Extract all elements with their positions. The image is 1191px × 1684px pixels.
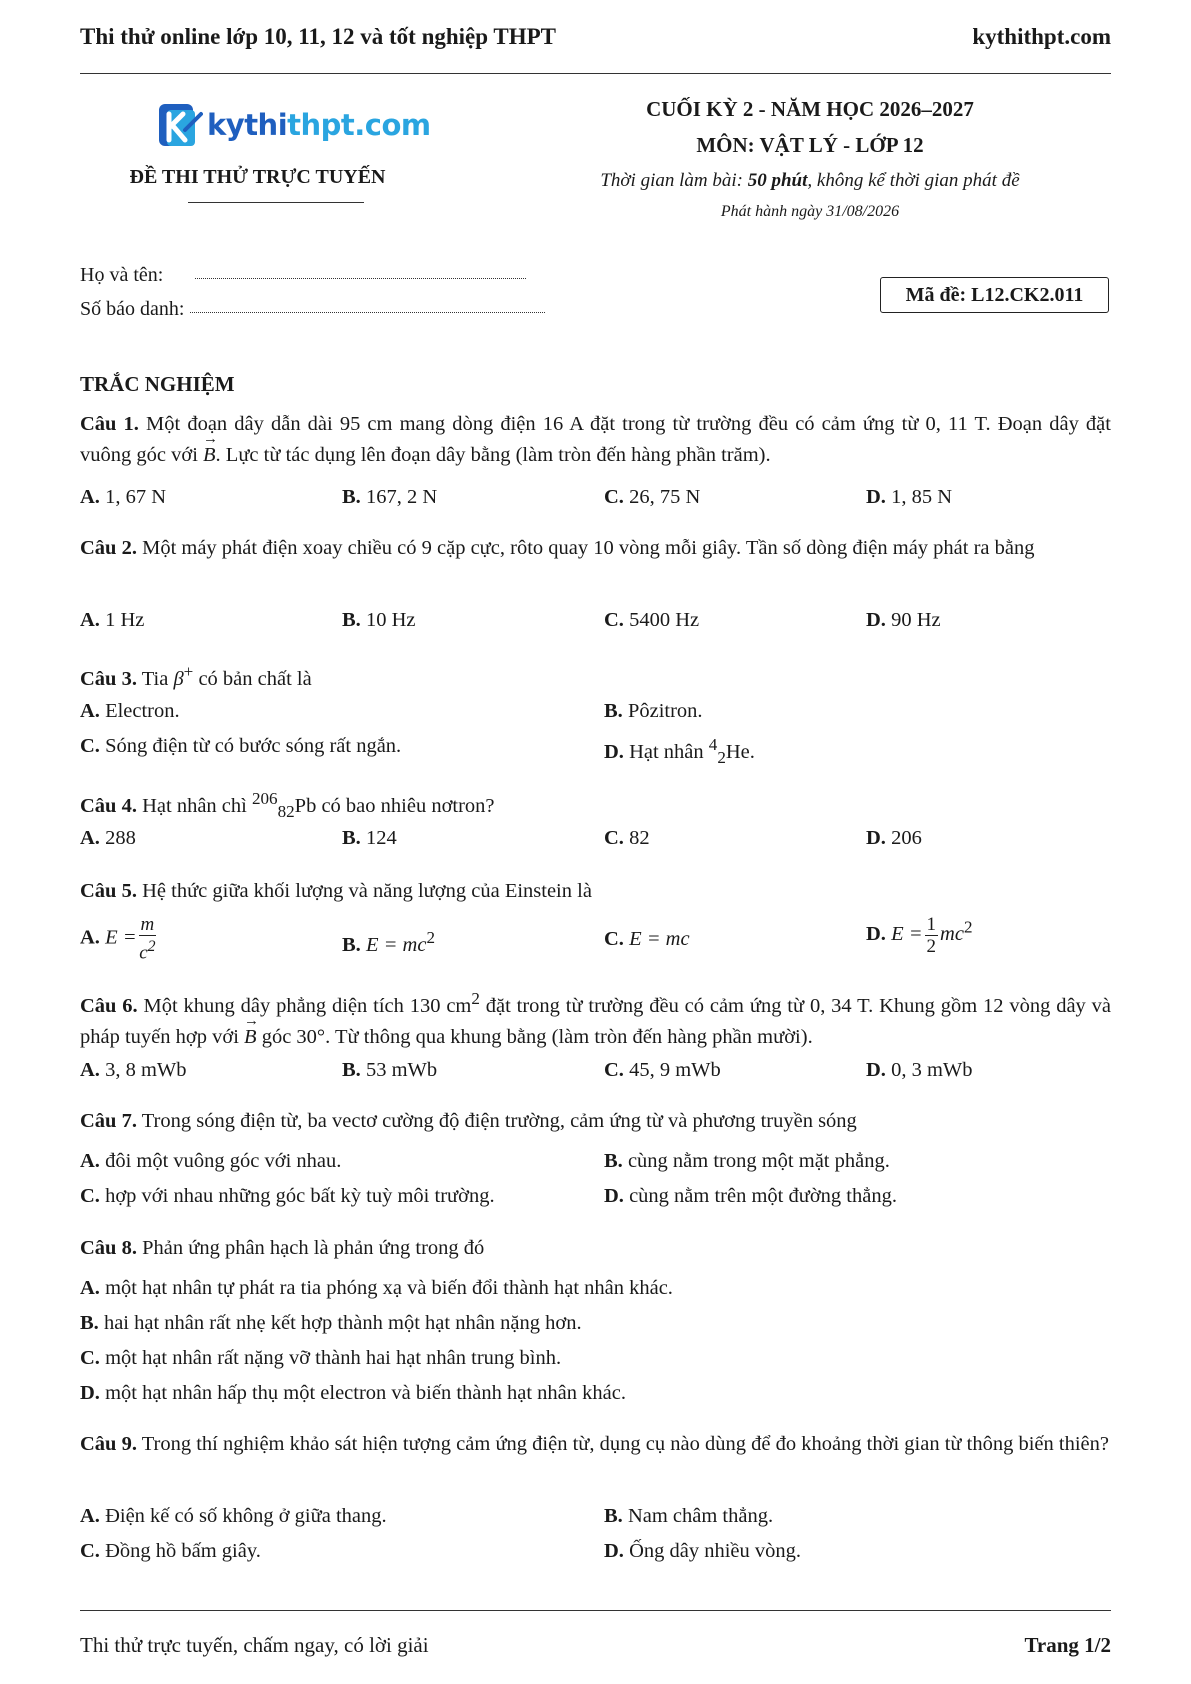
q1-option-a[interactable]: [80, 486, 166, 509]
question-4: [80, 783, 1111, 827]
q3-option-d[interactable]: [604, 735, 755, 768]
question-6: [80, 983, 1111, 1053]
name-field[interactable]: [80, 264, 526, 287]
option-letter: A.: [80, 609, 100, 631]
logo-part1: kythi: [207, 108, 288, 142]
exponent: 2: [963, 917, 973, 937]
option-letter: C.: [604, 928, 624, 950]
exam-type: ĐỀ THI THỬ TRỰC TUYẾN: [129, 166, 386, 188]
q5-option-a[interactable]: [80, 914, 158, 963]
q8-option-b[interactable]: [80, 1312, 582, 1335]
question-text: Trong thí nghiệm khảo sát hiện tượng cảm ứng điện từ, dụng cụ nào dùng để đo khoảng thời gian từ thông biến thiên?: [136, 1433, 1109, 1455]
option-letter: B.: [342, 609, 361, 631]
option-letter: C.: [80, 1347, 100, 1369]
q2-option-b[interactable]: [342, 609, 415, 632]
q9-option-a[interactable]: [80, 1505, 387, 1528]
element-symbol: He.: [725, 740, 755, 763]
formula-lhs: E =: [105, 926, 137, 949]
question-3: [80, 656, 1111, 695]
question-text: Tia: [136, 667, 174, 690]
option-letter: A.: [80, 1059, 100, 1081]
option-text: 206: [891, 827, 922, 849]
mass-number: 4: [708, 735, 718, 754]
option-text: Nam châm thẳng.: [627, 1505, 774, 1527]
question-1: [80, 409, 1111, 471]
fraction-denominator: 2: [926, 936, 937, 957]
q3-option-c[interactable]: [80, 735, 401, 758]
option-text: một hạt nhân tự phát ra tia phóng xạ và biến đổi thành hạt nhân khác.: [105, 1277, 673, 1299]
option-text: hợp với nhau những góc bất kỳ tuỳ môi trường.: [105, 1185, 495, 1207]
question-7: [80, 1106, 1111, 1137]
question-number: Câu 9.: [80, 1433, 137, 1455]
q1-option-c[interactable]: [604, 486, 700, 509]
option-text: 53 mWb: [365, 1059, 438, 1081]
option-text: 10 Hz: [365, 609, 416, 631]
q7-option-b[interactable]: [604, 1150, 890, 1173]
page-header: [80, 22, 1111, 52]
option-text: 90 Hz: [891, 609, 941, 631]
element-symbol: Pb: [294, 794, 317, 817]
question-text: Trong sóng điện từ, ba vectơ cường độ điện trường, cảm ứng từ và phương truyền sóng: [136, 1110, 857, 1132]
option-text: 1, 67 N: [105, 486, 166, 508]
option-text: 82: [629, 827, 650, 849]
option-letter: B.: [80, 1312, 99, 1334]
question-text: góc 30°. Từ thông qua khung bằng (làm tròn đến hàng phần mười).: [256, 1025, 813, 1048]
header-site-link[interactable]: kythithpt.com: [972, 24, 1111, 49]
q4-option-a[interactable]: [80, 827, 136, 850]
option-text: đôi một vuông góc với nhau.: [105, 1150, 342, 1172]
option-text: cùng nằm trên một đường thẳng.: [629, 1185, 897, 1207]
exponent: 2: [426, 928, 435, 947]
fraction: [139, 914, 157, 963]
question-text: Một khung dây phẳng diện tích 130 cm: [137, 994, 472, 1017]
footer-left-text: Thi thử trực tuyến, chấm ngay, có lời giải: [80, 1633, 429, 1657]
option-text: hai hạt nhân rất nhẹ kết hợp thành một hạt nhân nặng hơn.: [103, 1312, 582, 1334]
footer-divider: [80, 1610, 1111, 1611]
option-letter: C.: [604, 827, 624, 849]
option-text: Pôzitron.: [627, 700, 703, 722]
q6-option-b[interactable]: [342, 1059, 437, 1082]
page-footer: [80, 1633, 1111, 1658]
option-text: 167, 2 N: [365, 486, 438, 508]
q3-option-a[interactable]: [80, 700, 180, 723]
option-letter: D.: [866, 827, 886, 849]
logo-wordmark: [207, 108, 431, 142]
option-letter: D.: [80, 1382, 100, 1404]
option-letter: A.: [80, 486, 100, 508]
formula: E = mc: [629, 928, 690, 950]
q9-option-c[interactable]: [80, 1540, 261, 1563]
question-text: Hệ thức giữa khối lượng và năng lượng của Einstein là: [136, 880, 592, 902]
q6-option-c[interactable]: [604, 1059, 721, 1082]
q7-option-a[interactable]: [80, 1150, 341, 1173]
option-text: một hạt nhân hấp thụ một electron và biến thành hạt nhân khác.: [105, 1382, 626, 1404]
question-number: Câu 1.: [80, 413, 139, 435]
exam-subject: MÔN: VẬT LÝ - LỚP 12: [696, 133, 924, 157]
q9-option-d[interactable]: [604, 1540, 801, 1563]
q4-option-c[interactable]: [604, 827, 650, 850]
option-text: 1, 85 N: [891, 486, 952, 508]
option-text: 288: [105, 827, 136, 849]
option-letter: A.: [80, 827, 100, 849]
exam-term: CUỐI KỲ 2 - NĂM HỌC 2026–2027: [646, 97, 974, 121]
atomic-number: 82: [277, 801, 295, 821]
q2-option-a[interactable]: [80, 609, 144, 632]
option-letter: D.: [604, 1540, 624, 1562]
option-letter: A.: [80, 1505, 100, 1527]
vector-b-symbol: → B: [244, 1022, 257, 1053]
option-text: Đồng hồ bấm giây.: [105, 1540, 261, 1562]
time-duration: 50 phút: [747, 170, 808, 191]
option-letter: B.: [604, 1150, 623, 1172]
option-text: Sóng điện từ có bước sóng rất ngắn.: [105, 735, 402, 757]
question-text: Hạt nhân chì: [136, 794, 252, 817]
q5-option-c[interactable]: [604, 928, 690, 951]
id-field[interactable]: [80, 298, 545, 321]
option-letter: D.: [604, 1185, 624, 1207]
q7-option-d[interactable]: [604, 1185, 897, 1208]
mass-number: 206: [251, 789, 278, 808]
option-letter: B.: [342, 486, 361, 508]
q2-option-d[interactable]: [866, 609, 941, 632]
question-text: . Lực từ tác dụng lên đoạn dây bằng (làm tròn đến hàng phần trăm).: [215, 444, 771, 466]
q6-option-a[interactable]: [80, 1059, 186, 1082]
option-text: 124: [365, 827, 397, 849]
option-letter: C.: [604, 609, 624, 631]
fraction-numerator: m: [140, 914, 155, 935]
option-text: Ống dây nhiều vòng.: [629, 1540, 802, 1562]
option-letter: C.: [604, 1059, 624, 1081]
question-text: có bao nhiêu nơtron?: [316, 794, 495, 817]
question-text: đặt trong từ trường đều có cảm ứng từ 0, 34 T. Khung gồm 12 vòng dây và pháp tuyến hợp với: [80, 994, 1112, 1048]
atomic-number: 2: [717, 747, 726, 767]
question-text: Phản ứng phân hạch là phản ứng trong đó: [136, 1237, 485, 1259]
q8-option-c[interactable]: [80, 1347, 561, 1370]
kythithpt-logo-icon: [155, 100, 203, 150]
option-text: 5400 Hz: [629, 609, 700, 631]
option-letter: C.: [80, 1185, 100, 1207]
name-dotted-line[interactable]: [195, 278, 526, 279]
q5-option-b[interactable]: [342, 928, 435, 957]
option-text: 26, 75 N: [629, 486, 701, 508]
option-text: một hạt nhân rất nặng vỡ thành hai hạt nhân trung bình.: [105, 1347, 562, 1369]
id-label: Số báo danh:: [80, 298, 185, 320]
question-8: [80, 1233, 1111, 1264]
fraction: [925, 914, 939, 957]
vector-b-symbol: → B: [203, 440, 216, 471]
q2-option-c[interactable]: [604, 609, 699, 632]
question-5: [80, 876, 1111, 907]
denominator-base: c: [139, 942, 148, 964]
q3-option-b[interactable]: [604, 700, 703, 723]
option-letter: B.: [604, 1505, 623, 1527]
option-letter: D.: [866, 923, 886, 946]
q8-option-a[interactable]: [80, 1277, 673, 1300]
option-letter: A.: [80, 1277, 100, 1299]
fraction-denominator: [139, 936, 155, 963]
page-number: Trang 1/2: [1024, 1633, 1111, 1657]
q1-option-b[interactable]: [342, 486, 437, 509]
option-text: 0, 3 mWb: [891, 1059, 973, 1081]
option-letter: D.: [604, 740, 624, 763]
question-number: Câu 6.: [80, 994, 138, 1017]
exponent: 2: [471, 989, 480, 1008]
option-text: cùng nằm trong một mặt phẳng.: [627, 1150, 890, 1172]
exam-code-box: Mã đề: L12.CK2.011: [880, 277, 1109, 313]
time-suffix: , không kể thời gian phát đề: [807, 170, 1020, 191]
question-number: Câu 5.: [80, 880, 137, 902]
formula-rhs: mc: [940, 923, 964, 946]
question-number: Câu 8.: [80, 1237, 137, 1259]
option-text: 45, 9 mWb: [629, 1059, 721, 1081]
beta-charge: +: [183, 662, 194, 681]
exponent: 2: [147, 938, 156, 955]
option-text: 3, 8 mWb: [105, 1059, 187, 1081]
option-text: Hạt nhân: [629, 740, 709, 763]
option-letter: B.: [342, 933, 361, 956]
question-text: Một đoạn dây dẫn dài 95 cm mang dòng điện 16 A đặt trong từ trường đều có cảm ứng từ 0, 11 T. Đoạn dây đặt vuông góc với: [80, 413, 1111, 466]
time-prefix: Thời gian làm bài:: [600, 170, 748, 191]
id-dotted-line[interactable]: [190, 312, 545, 313]
beta-symbol: β: [173, 667, 184, 690]
question-text: có bản chất là: [193, 667, 312, 690]
exam-time: [550, 170, 1070, 192]
q7-option-c[interactable]: [80, 1185, 495, 1208]
option-letter: D.: [866, 1059, 886, 1081]
option-letter: B.: [342, 827, 361, 849]
formula-lhs: E =: [891, 923, 923, 946]
header-left-text: Thi thử online lớp 10, 11, 12 và tốt nghiệp THPT: [80, 24, 556, 49]
q4-option-b[interactable]: [342, 827, 397, 850]
site-logo: [155, 100, 431, 150]
question-number: Câu 4.: [80, 794, 137, 817]
name-label: Họ và tên:: [80, 264, 164, 286]
q6-option-d[interactable]: [866, 1059, 972, 1082]
option-letter: B.: [604, 700, 623, 722]
q1-option-d[interactable]: [866, 486, 952, 509]
question-number: Câu 7.: [80, 1110, 137, 1132]
section-title: TRẮC NGHIỆM: [80, 372, 235, 396]
question-2: [80, 533, 1111, 564]
option-letter: A.: [80, 700, 100, 722]
question-text: Một máy phát điện xoay chiều có 9 cặp cực, rôto quay 10 vòng mỗi giây. Tần số dòng điện máy phát ra bằng: [136, 537, 1035, 559]
q4-option-d[interactable]: [866, 827, 922, 850]
option-letter: A.: [80, 1150, 100, 1172]
fraction-numerator: 1: [926, 914, 937, 935]
option-letter: D.: [866, 609, 886, 631]
question-number: Câu 2.: [80, 537, 137, 559]
option-text: 1 Hz: [105, 609, 145, 631]
q8-option-d[interactable]: [80, 1382, 626, 1405]
q5-option-d[interactable]: [866, 914, 973, 957]
q9-option-b[interactable]: [604, 1505, 773, 1528]
option-letter: C.: [604, 486, 624, 508]
option-letter: B.: [342, 1059, 361, 1081]
option-letter: C.: [80, 1540, 100, 1562]
header-divider: [80, 73, 1111, 74]
logo-part2: thpt.com: [287, 108, 431, 142]
release-date: Phát hành ngày 31/08/2026: [720, 203, 900, 220]
option-letter: C.: [80, 735, 100, 757]
formula: E = mc: [365, 933, 427, 956]
option-letter: D.: [866, 486, 886, 508]
option-text: Điện kế có số không ở giữa thang.: [105, 1505, 387, 1527]
option-text: Electron.: [105, 700, 180, 722]
question-9: [80, 1429, 1111, 1460]
question-number: Câu 3.: [80, 667, 137, 690]
exam-type-underline: [188, 202, 364, 203]
option-letter: A.: [80, 926, 100, 949]
